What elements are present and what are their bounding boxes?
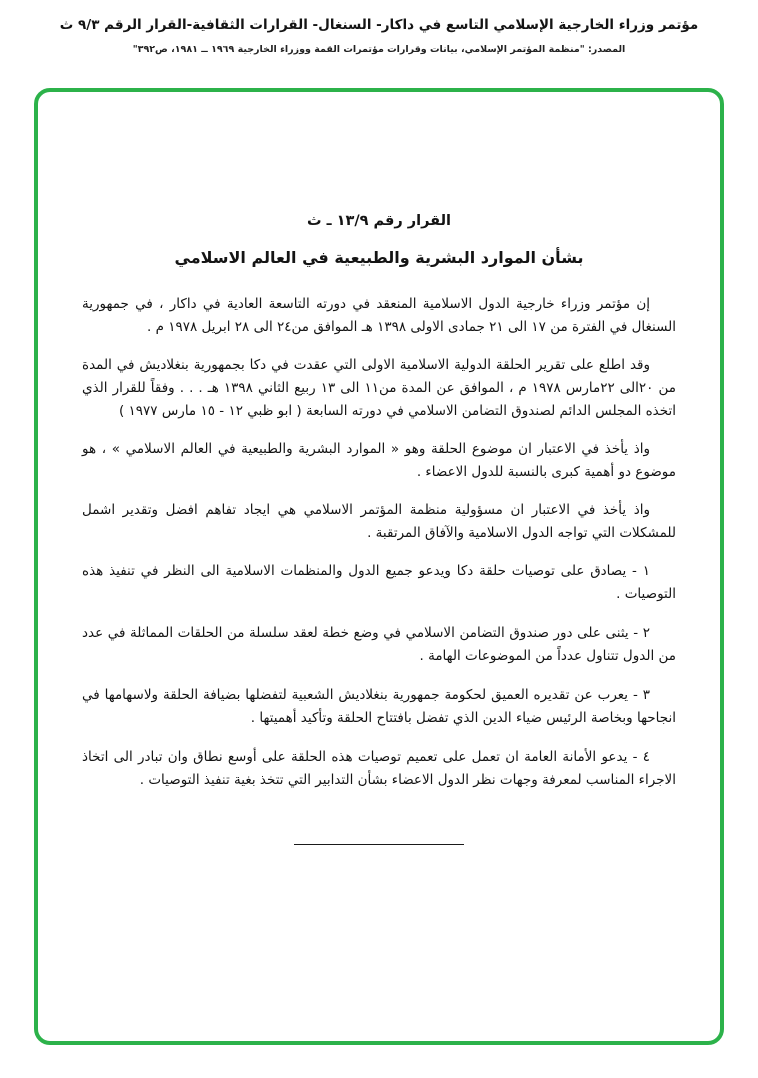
resolution-item-4: ٤ - يدعو الأمانة العامة ان تعمل على تعميم توصيات هذه الحلقة على أوسع نطاق وان تبادر الى اتخاذ الاجراء المناسب لمعرفة وجهات نظر الدول الاعضاء بشأن التدابير التي تتخذ بغية تنفيذ التوصيات .: [82, 749, 676, 788]
end-divider: [294, 844, 464, 845]
resolution-item-3: ٣ - يعرب عن تقديره العميق لحكومة جمهورية بنغلاديش الشعبية لتفضلها بضيافة الحلقة ولاسهامها في انجاحها وبخاصة الرئيس ضياء الدين الذي تفضل بافتتاح الحلقة وتأكيد أهميتها .: [82, 687, 676, 726]
header-source-line: المصدر: "منظمة المؤتمر الإسلامي، بيانات وقرارات مؤتمرات القمة ووزراء الخارجية ١٩٦٩ ــ ١٩٨١، ص٣٩٢": [132, 43, 626, 55]
resolution-body: [38, 92, 720, 845]
resolution-paragraph-4: واذ يأخذ في الاعتبار ان مسؤولية منظمة المؤتمر الاسلامي هي ايجاد تفاهم افضل وتقدير اشمل للمشكلات التي تواجه الدول الاسلامية والآفاق المرتقبة .: [82, 502, 676, 541]
resolution-paragraph-3: واذ يأخذ في الاعتبار ان موضوع الحلقة وهو « الموارد البشرية والطبيعية في العالم الاسلامي » ، هو موضوع دو أهمية كبرى بالنسبة للدول الاعضاء .: [82, 441, 676, 480]
green-border-frame: [34, 88, 724, 1045]
resolution-number-title: القرار رقم ١٣/٩ ـ ث: [307, 213, 451, 229]
resolution-subject-title: بشأن الموارد البشرية والطبيعية في العالم الاسلامي: [174, 248, 584, 267]
resolution-paragraph-1: إن مؤتمر وزراء خارجية الدول الاسلامية المنعقد في دورته التاسعة العادية في داكار ، في جمهورية السنغال في الفترة من ١٧ الى ٢١ جمادى الاولى ١٣٩٨ هـ الموافق من٢٤ الى ٢٨ ابريل ١٩٧٨ م .: [82, 296, 676, 335]
header-title: مؤتمر وزراء الخارجية الإسلامي التاسع في داكار- السنغال- القرارات الثقافية-القرار الرقم ٩/٣ ث: [59, 17, 699, 33]
document-header: [0, 0, 758, 55]
resolution-paragraph-2: وقد اطلع على تقرير الحلقة الدولية الاسلامية الاولى التي عقدت في دكا بجمهورية بنغلاديش في المدة من ٢٠الى ٢٢مارس ١٩٧٨ م ، الموافق عن المدة من١١ الى ١٣ ربيع الثاني ١٣٩٨ هـ . . . وفقاً للقرار الذي اتخذه المجلس الدائم لصندوق التضامن الاسلامي في دورته السابعة ( ابو ظبي ١٢ - ١٥ مارس ١٩٧٧ ): [82, 357, 676, 419]
resolution-item-2: ٢ - يثنى على دور صندوق التضامن الاسلامي في وضع خطة لعقد سلسلة من الحلقات المماثلة في عدد من الدول تتناول عدداً من الموضوعات الهامة .: [82, 625, 676, 664]
resolution-item-1: ١ - يصادق على توصيات حلقة دكا ويدعو جميع الدول والمنظمات الاسلامية الى النظر في تنفيذ هذه التوصيات .: [82, 563, 676, 602]
